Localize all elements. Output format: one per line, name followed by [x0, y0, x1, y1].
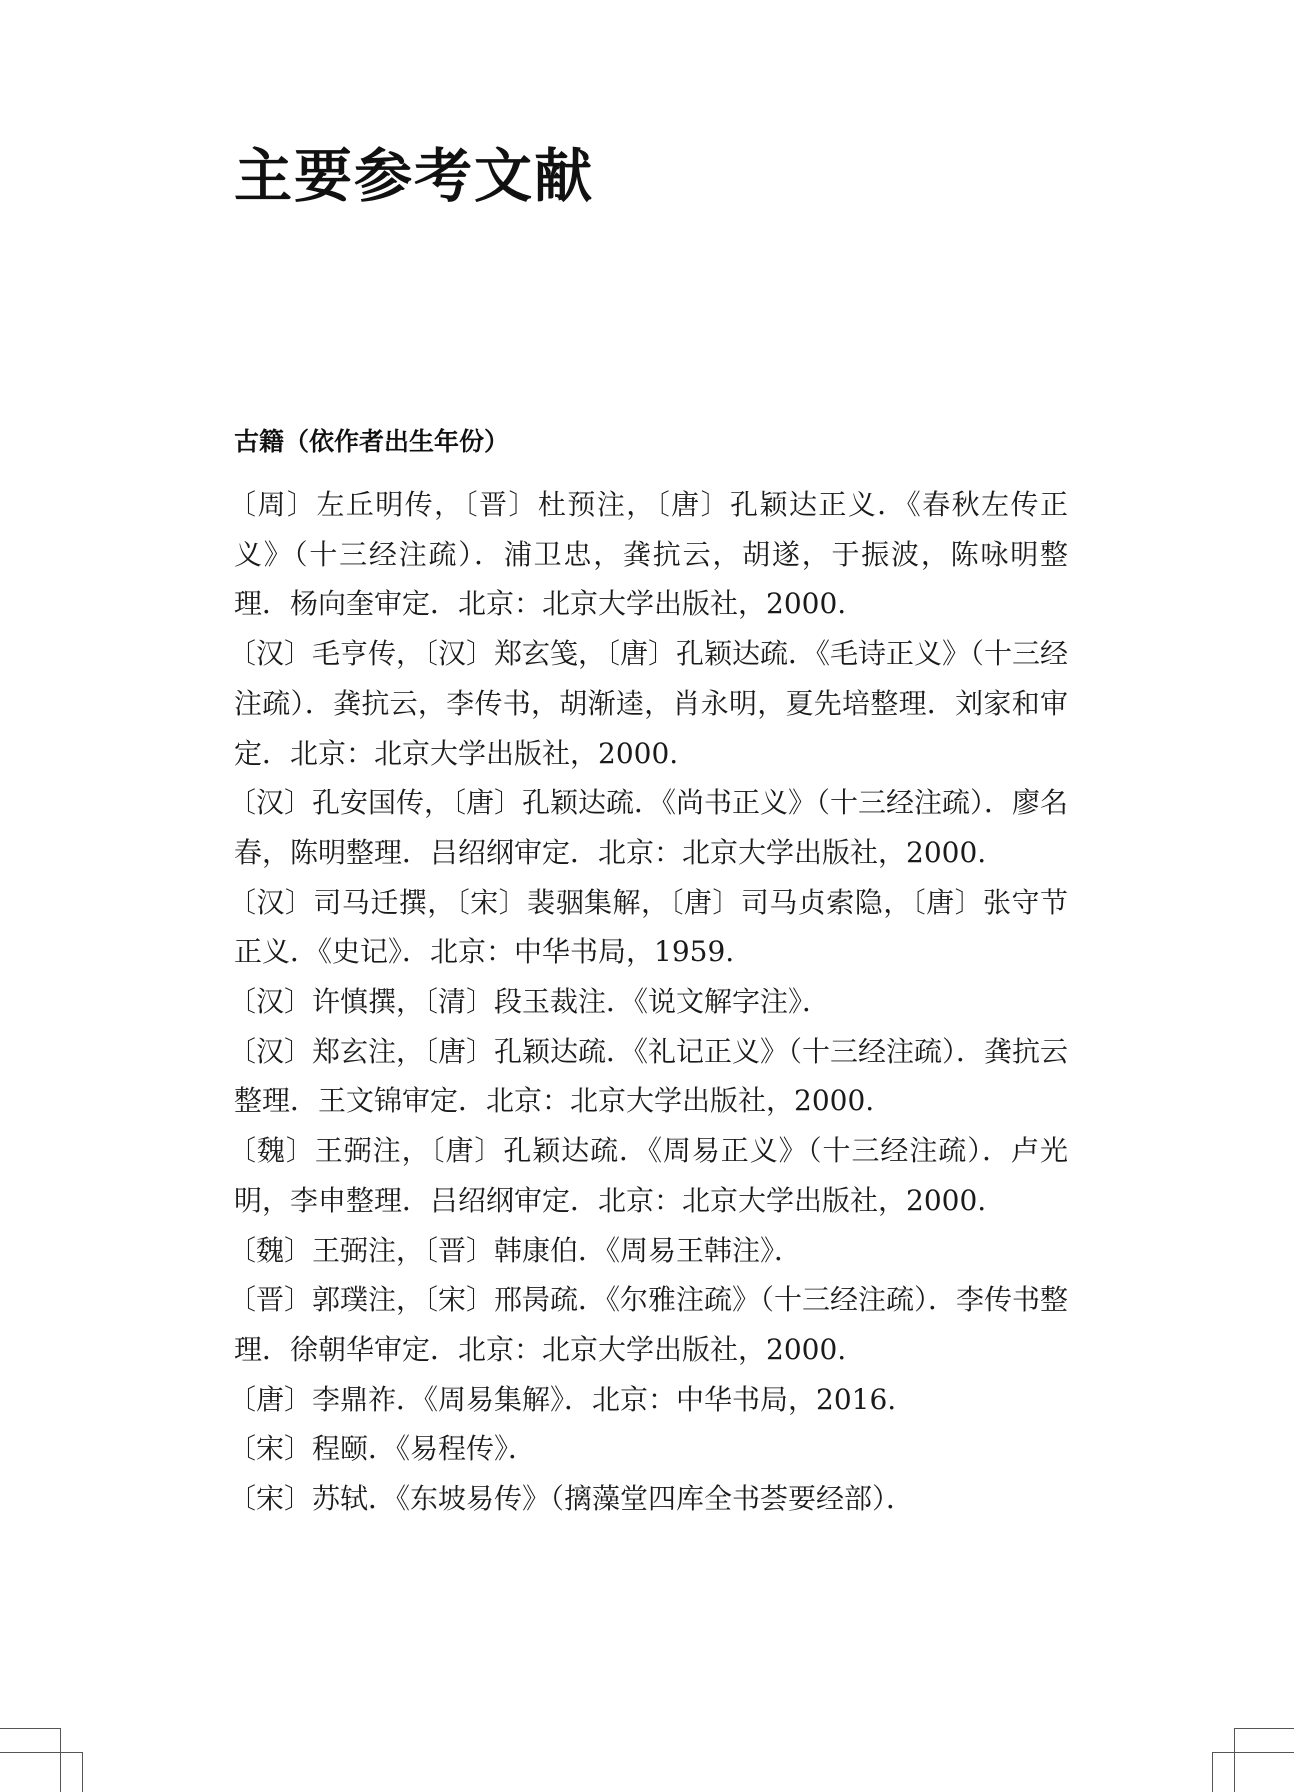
- reference-entry: 〔汉〕毛亨传，〔汉〕郑玄笺，〔唐〕孔颖达疏．《毛诗正义》（十三经注疏）．龚抗云，李传书，胡渐逵，肖永明，夏先培整理．刘家和审定．北京：北京大学出版社，2000.: [228, 637, 1069, 770]
- reference-entry: 〔汉〕郑玄注，〔唐〕孔颖达疏．《礼记正义》（十三经注疏）．龚抗云整理．王文锦审定．北京：北京大学出版社，2000.: [228, 1034, 1069, 1118]
- reference-entry: 〔唐〕李鼎祚．《周易集解》．北京：中华书局，2016.: [228, 1382, 897, 1416]
- crop-mark-bottom-right-h: [1234, 1728, 1294, 1729]
- reference-entry: 〔晋〕郭璞注，〔宋〕邢昺疏．《尔雅注疏》（十三经注疏）．李传书整理．徐朝华审定．北京：北京大学出版社，2000.: [228, 1283, 1069, 1366]
- crop-mark-bottom-left-v2: [82, 1752, 83, 1792]
- reference-entry: 〔魏〕王弼注，〔唐〕孔颖达疏．《周易正义》（十三经注疏）．卢光明，李申整理．吕绍纲审定．北京：北京大学出版社，2000.: [228, 1134, 1068, 1217]
- crop-mark-bottom-right-v: [1234, 1728, 1235, 1792]
- reference-entry: 〔宋〕程颐．《易程传》．: [228, 1432, 537, 1466]
- reference-entry: 〔魏〕王弼注，〔晋〕韩康伯．《周易王韩注》．: [228, 1233, 803, 1267]
- crop-mark-bottom-left-h2: [0, 1752, 82, 1753]
- crop-mark-bottom-right-h2: [1212, 1752, 1294, 1753]
- reference-list: [228, 480, 1068, 1524]
- page-title: 主要参考文献: [234, 142, 595, 210]
- reference-entry: 〔周〕左丘明传，〔晋〕杜预注，〔唐〕孔颖达正义．《春秋左传正义》（十三经注疏）．浦卫忠，龚抗云，胡遂，于振波，陈咏明整理．杨向奎审定．北京：北京大学出版社，2000.: [228, 488, 1068, 621]
- section-heading: 古籍（依作者出生年份）: [234, 427, 510, 456]
- reference-entry: 〔汉〕司马迁撰，〔宋〕裴骃集解，〔唐〕司马贞索隐，〔唐〕张守节正义．《史记》．北京：中华书局，1959.: [228, 885, 1068, 969]
- reference-entry: 〔汉〕孔安国传，〔唐〕孔颖达疏．《尚书正义》（十三经注疏）．廖名春，陈明整理．吕绍纲审定．北京：北京大学出版社，2000.: [228, 786, 1069, 869]
- crop-mark-bottom-left-h: [0, 1728, 60, 1729]
- crop-mark-bottom-right-v2: [1212, 1752, 1213, 1792]
- crop-mark-bottom-left-v: [60, 1728, 61, 1792]
- reference-entry: 〔汉〕许慎撰，〔清〕段玉裁注．《说文解字注》．: [228, 985, 831, 1019]
- reference-entry: 〔宋〕苏轼．《东坡易传》（摛藻堂四库全书荟要经部）．: [228, 1482, 915, 1516]
